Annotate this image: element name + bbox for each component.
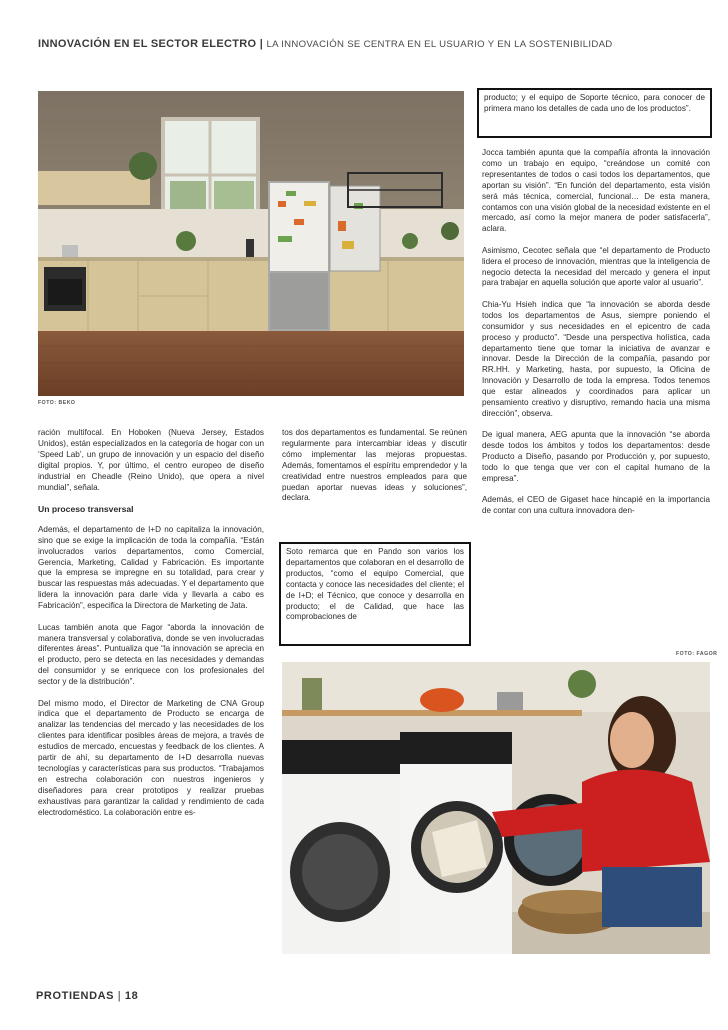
col3-paragraph-5: Además, el CEO de Gigaset hace hincapié en la importancia de contar con una cultura innovadora den- <box>482 495 710 516</box>
col3-paragraph-4: De igual manera, AEG apunta que la innovación “se aborda desde todos los ámbitos y todos los departamentos: desde Producto a Diseño, pasando por Producción y, por supuesto, todo lo que tenga que ver con el capital humano de la empresa”. <box>482 430 710 483</box>
column-3 <box>482 148 710 528</box>
col1-paragraph-4: Del mismo modo, el Director de Marketing de CNA Group indica que el departamento de Producto se encarga de analizar las tendencias del mercado y las necesidades de los clientes para identificar posibles áreas de mejora, a través de estudios de mercado, encuestas y feedback de los clientes. A partir de ahí, su departamento de I+D desarrolla nuevas tecnologías y características para sus productos. “Trabajamos en estrecha colaboración con nuestros ingenieros y diseñadores para crear prototipos y realizar pruebas exhaustivas para garantizar la calidad y rendimiento de cada electrodoméstico. La colaboración entre es- <box>38 698 264 817</box>
col3-paragraph-2: Asimismo, Cecotec señala que “el departamento de Producto lidera el proceso de innovación, mientras que la inteligencia de negocio detecta la necesidad del mercado y genera el input para trabajar en aquella solución que aporte valor al usuario”. <box>482 245 710 288</box>
photo-credit-bottom: FOTO: FAGOR <box>676 651 718 657</box>
header-separator: | <box>259 38 264 50</box>
col3-paragraph-1: Jocca también apunta que la compañía afronta la innovación como un trabajo en equipo, “creándose un comité con representantes de todos o casi todos los departamentos, que aportan su visión”. “En función del departamento, esta visión será más técnica, comercial, funcional… De esta manera, contamos con una visión global de la necesidad existente en el mercado, así como la mejor manera de poder satisfacerla”, aclara. <box>482 148 710 234</box>
laundry-illustration <box>282 662 710 954</box>
running-header <box>38 38 698 50</box>
highlight-box-col2 <box>279 542 471 646</box>
kitchen-illustration <box>38 91 464 396</box>
page-footer <box>36 990 138 1002</box>
col3-boxed-text: producto; y el equipo de Soporte técnico, para conocer de primera mano los detalles de cada uno de los productos”. <box>484 93 705 113</box>
photo-credit-top: FOTO: BEKO <box>38 400 76 406</box>
column-1 <box>38 428 264 829</box>
subheading: Un proceso transversal <box>38 503 134 514</box>
col2-boxed-text: Soto remarca que en Pando son varios los departamentos que colaboran en el desarrollo de productos, “como el equipo Comercial, que contacta y conoce las necesidades del cliente; el de I+D; el Técnico, que conoce y desarrolla en producto; el de Calidad, que hace las comprobaciones de <box>286 547 464 622</box>
laundry-photo <box>282 662 710 954</box>
page-number: 18 <box>124 990 139 1002</box>
col2-paragraph-1: tos dos departamentos es fundamental. Se reúnen regularmente para intercambiar ideas y discutir cómo implementar las mejoras propuestas. Además, fomentamos el espíritu emprendedor y la creatividad entre nuestros empleados para que puedan aportar nuevas ideas y soluciones”, declara. <box>282 428 467 503</box>
col1-paragraph-1: ración multifocal. En Hoboken (Nueva Jersey, Estados Unidos), están especializados en la categoría de hogar con un ‘Speed Lab’, un grupo de innovación y un espacio del diseño digital propios. Y, por último, el centro europeo de diseño industrial en Cheadle (Reino Unido), que opera a nivel mundial”, señala. <box>38 428 264 492</box>
kitchen-photo <box>38 91 464 396</box>
footer-separator: | <box>117 990 122 1002</box>
col1-paragraph-2: Además, el departamento de I+D no capitaliza la innovación, sino que se exige la implicación de toda la compañía. “Están involucrados varios departamentos, como Comercial, Gerencia, Marketing, Calidad y Fabricación. Es importante que la empresa se impregne en su totalidad, para crear y buscar las respuestas más adecuadas. Y el departamento que lidera la innovación para darle vida y llevarla a cabo es Fabricación”, especifica la Directora de Marketing de Jata. <box>38 524 264 611</box>
section-title: INNOVACIÓN EN EL SECTOR ELECTRO <box>38 38 257 50</box>
col3-paragraph-3: Chia-Yu Hsieh indica que “la innovación se aborda desde todos los departamentos de Asus, siempre poniendo el consumidor y sus necesidades en el epicentro de cada proceso y producto”. “Desde una perspectiva holística, cada departamento tiene que tomar la iniciativa de avanzar e innovar. Desde la Dirección de la compañía, pasando por RR.HH. y Marketing, hasta, por supuesto, la Oficina de Innovación y Desarrollo de toda la empresa. Todos tenemos que estar alineados y coordinados para aplicar un pensamiento creativo y disruptivo, remando hacia una misma dirección”, observa. <box>482 299 710 418</box>
highlight-box-col3 <box>477 88 712 138</box>
col1-paragraph-3: Lucas también anota que Fagor “aborda la innovación de manera transversal y colaborativa, donde se ven involucradas diferentes áreas”. Puntualiza que “la innovación se aprecia en el producto, pero se detecta en las necesidades y demandas del consumidor y se enriquece con los profesionales del sector y de la distribución”. <box>38 622 264 687</box>
magazine-name: PROTIENDAS <box>36 990 115 1002</box>
column-2 <box>282 428 467 515</box>
section-subtitle: LA INNOVACIÓN SE CENTRA EN EL USUARIO Y EN LA SOSTENIBILIDAD <box>266 39 613 50</box>
